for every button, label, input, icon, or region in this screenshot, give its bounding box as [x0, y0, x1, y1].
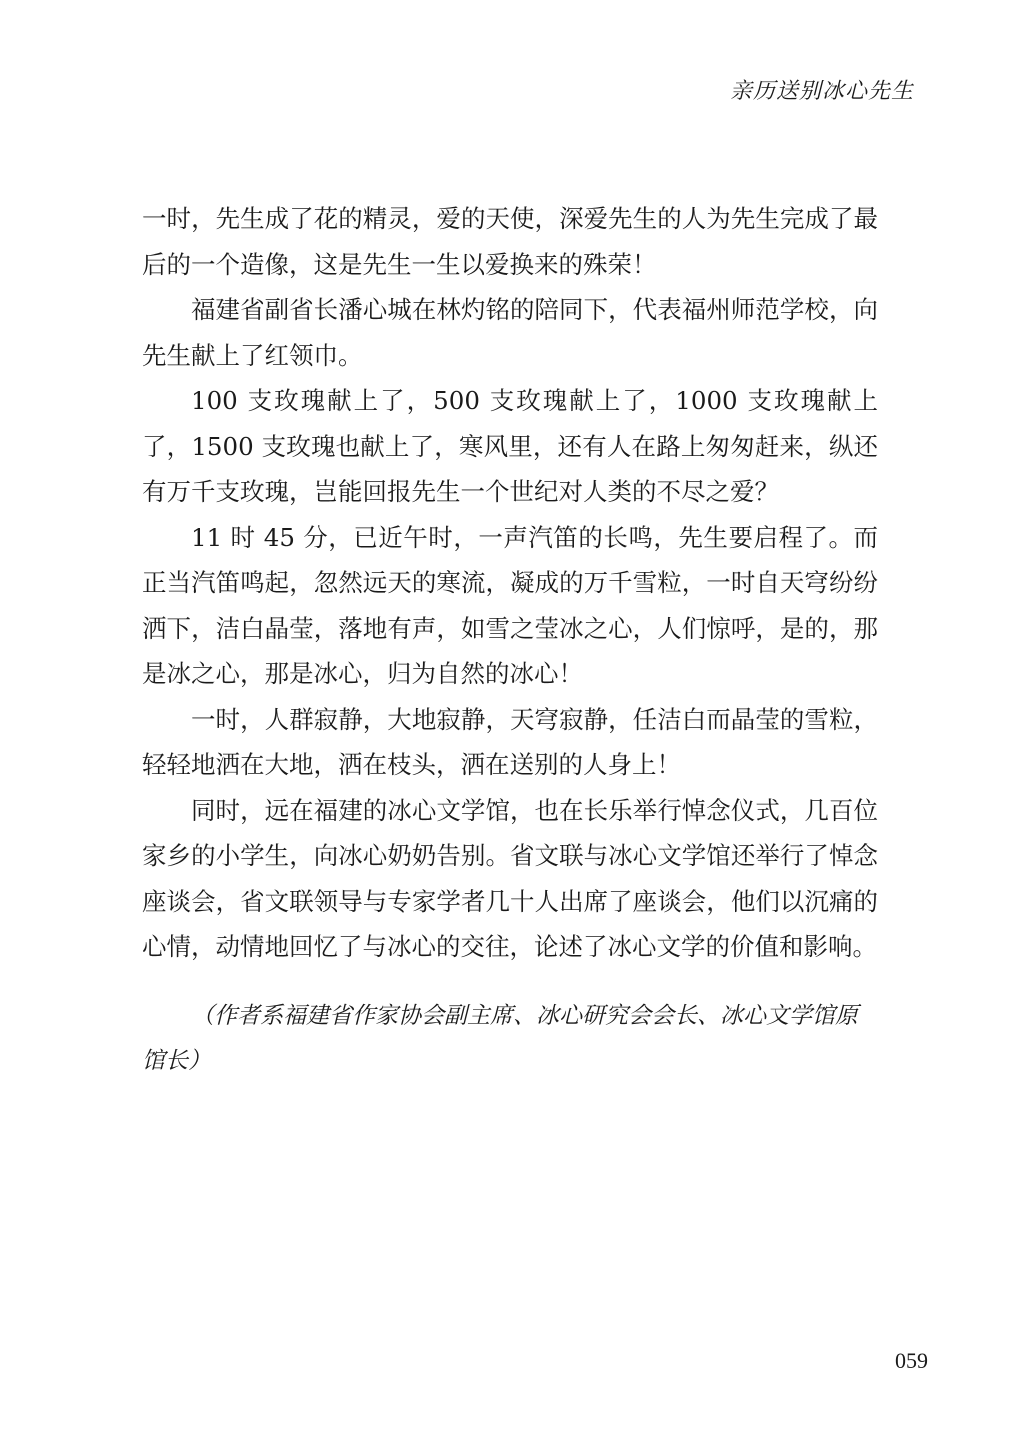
- author-note: （作者系福建省作家协会副主席、冰心研究会会长、冰心文学馆原馆长）: [142, 1003, 858, 1074]
- paragraph: 100 支玫瑰献上了，500 支玫瑰献上了，1000 支玫瑰献上了，1500 支玫瑰也献上了，寒风里，还有人在路上匆匆赶来，纵还有万千支玫瑰，岂能回报先生一个世纪对人类的不尽之爱？: [142, 386, 878, 506]
- running-head: 亲历送别冰心先生: [729, 79, 914, 104]
- page-number: 059: [895, 1348, 928, 1373]
- paragraph: 11 时 45 分，已近午时，一声汽笛的长鸣，先生要启程了。而正当汽笛鸣起，忽然远天的寒流，凝成的万千雪粒，一时自天穹纷纷洒下，洁白晶莹，落地有声，如雪之莹冰之心，人们惊呼，是的，那是冰之心，那是冰心，归为自然的冰心！: [142, 522, 878, 688]
- body-text: [142, 196, 878, 970]
- paragraph: 同时，远在福建的冰心文学馆，也在长乐举行悼念仪式，几百位家乡的小学生，向冰心奶奶告别。省文联与冰心文学馆还举行了悼念座谈会，省文联领导与专家学者几十人出席了座谈会，他们以沉痛的心情，动情地回忆了与冰心的交往，论述了冰心文学的价值和影响。: [142, 795, 878, 961]
- paragraph: 一时，先生成了花的精灵，爱的天使，深爱先生的人为先生完成了最后的一个造像，这是先生一生以爱换来的殊荣！: [142, 204, 878, 279]
- paragraph: 福建省副省长潘心城在林灼铭的陪同下，代表福州师范学校，向先生献上了红领巾。: [142, 295, 878, 370]
- paragraph: 一时，人群寂静，大地寂静，天穹寂静，任洁白而晶莹的雪粒，轻轻地洒在大地，洒在枝头，洒在送别的人身上！: [142, 704, 878, 779]
